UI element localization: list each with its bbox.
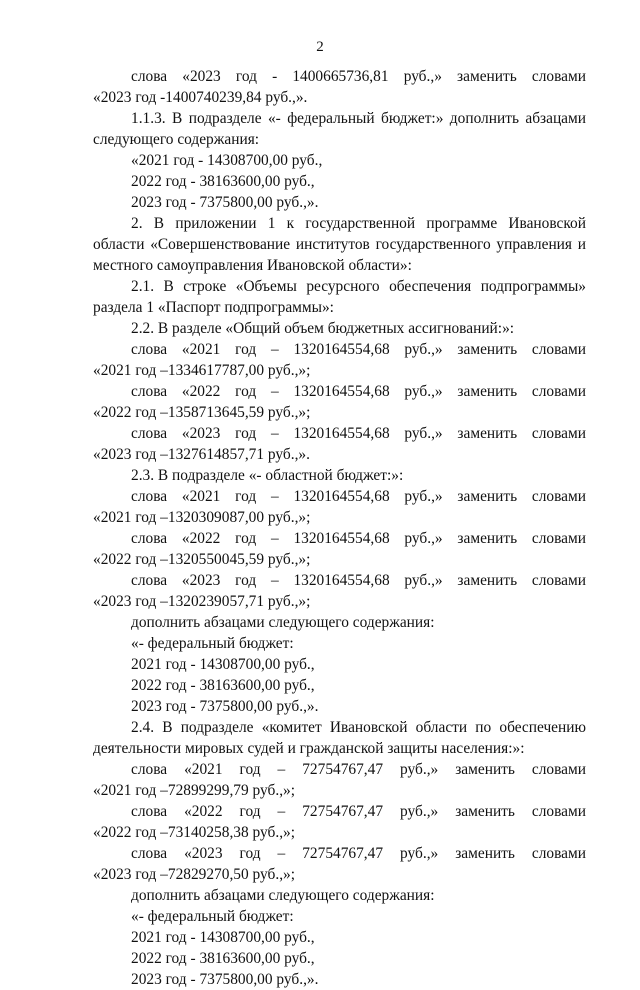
text-line: «2023 год –1320239057,71 руб.,»; xyxy=(93,593,311,610)
text-line: 2.1. В строке «Объемы ресурсного обеспечения подпрограммы» xyxy=(131,278,586,295)
text-line: слова «2021 год – 72754767,47 руб.,» заменить словами xyxy=(131,761,586,778)
text-line: «2023 год –1327614857,71 руб.,». xyxy=(93,446,310,463)
text-line: «- федеральный бюджет: xyxy=(131,635,294,652)
text-line: «2022 год –73140258,38 руб.,»; xyxy=(93,824,296,841)
text-line: 2023 год - 7375800,00 руб.,». xyxy=(131,971,319,988)
text-line: 2.3. В подразделе «- областной бюджет:»: xyxy=(131,467,404,484)
text-line: 2022 год - 38163600,00 руб., xyxy=(131,950,315,967)
text-line: 2021 год - 14308700,00 руб., xyxy=(131,929,315,946)
text-line: 2021 год - 14308700,00 руб., xyxy=(131,656,315,673)
text-line: слова «2021 год – 1320164554,68 руб.,» заменить словами xyxy=(131,341,586,358)
text-line: слова «2023 год - 1400665736,81 руб.,» заменить словами xyxy=(131,68,586,85)
text-line: местного самоуправления Ивановской области»: xyxy=(93,257,412,274)
text-line: области «Совершенствование институтов государственного управления и xyxy=(93,236,586,253)
text-line: следующего содержания: xyxy=(93,131,260,148)
text-line: «2021 год –1320309087,00 руб.,»; xyxy=(93,509,311,526)
text-line: слова «2022 год – 1320164554,68 руб.,» заменить словами xyxy=(131,383,586,400)
text-line: слова «2021 год – 1320164554,68 руб.,» заменить словами xyxy=(131,488,586,505)
text-line: 2022 год - 38163600,00 руб., xyxy=(131,677,315,694)
text-line: 2023 год - 7375800,00 руб.,». xyxy=(131,194,319,211)
text-line: раздела 1 «Паспорт подпрограммы»: xyxy=(93,299,334,316)
text-line: «2022 год –1358713645,59 руб.,»; xyxy=(93,404,311,421)
text-line: слова «2023 год – 1320164554,68 руб.,» заменить словами xyxy=(131,572,586,589)
text-line: 2.2. В разделе «Общий объем бюджетных ассигнований:»: xyxy=(131,320,515,337)
text-line: «- федеральный бюджет: xyxy=(131,908,294,925)
page-number: 2 xyxy=(316,39,324,55)
text-line: дополнить абзацами следующего содержания: xyxy=(131,887,435,904)
document-body xyxy=(93,66,586,990)
text-line: «2022 год –1320550045,59 руб.,»; xyxy=(93,551,311,568)
text-line: деятельности мировых судей и гражданской защиты населения:»: xyxy=(93,740,525,757)
text-line: слова «2022 год – 72754767,47 руб.,» заменить словами xyxy=(131,803,586,820)
text-line: «2023 год -1400740239,84 руб.,». xyxy=(93,89,308,106)
text-line: слова «2022 год – 1320164554,68 руб.,» заменить словами xyxy=(131,530,586,547)
text-line: «2021 год –1334617787,00 руб.,»; xyxy=(93,362,311,379)
text-line: «2021 год - 14308700,00 руб., xyxy=(131,152,323,169)
text-line: 2. В приложении 1 к государственной программе Ивановской xyxy=(131,215,586,232)
text-line: 1.1.3. В подразделе «- федеральный бюджет:» дополнить абзацами xyxy=(131,110,586,127)
text-line: 2022 год - 38163600,00 руб., xyxy=(131,173,315,190)
text-line: слова «2023 год – 72754767,47 руб.,» заменить словами xyxy=(131,845,586,862)
text-line: 2.4. В подразделе «комитет Ивановской области по обеспечению xyxy=(131,719,586,736)
text-line: дополнить абзацами следующего содержания: xyxy=(131,614,435,631)
text-line: «2023 год –72829270,50 руб.,»; xyxy=(93,866,296,883)
text-line: «2021 год –72899299,79 руб.,»; xyxy=(93,782,296,799)
text-line: 2023 год - 7375800,00 руб.,». xyxy=(131,698,319,715)
text-line: слова «2023 год – 1320164554,68 руб.,» заменить словами xyxy=(131,425,586,442)
